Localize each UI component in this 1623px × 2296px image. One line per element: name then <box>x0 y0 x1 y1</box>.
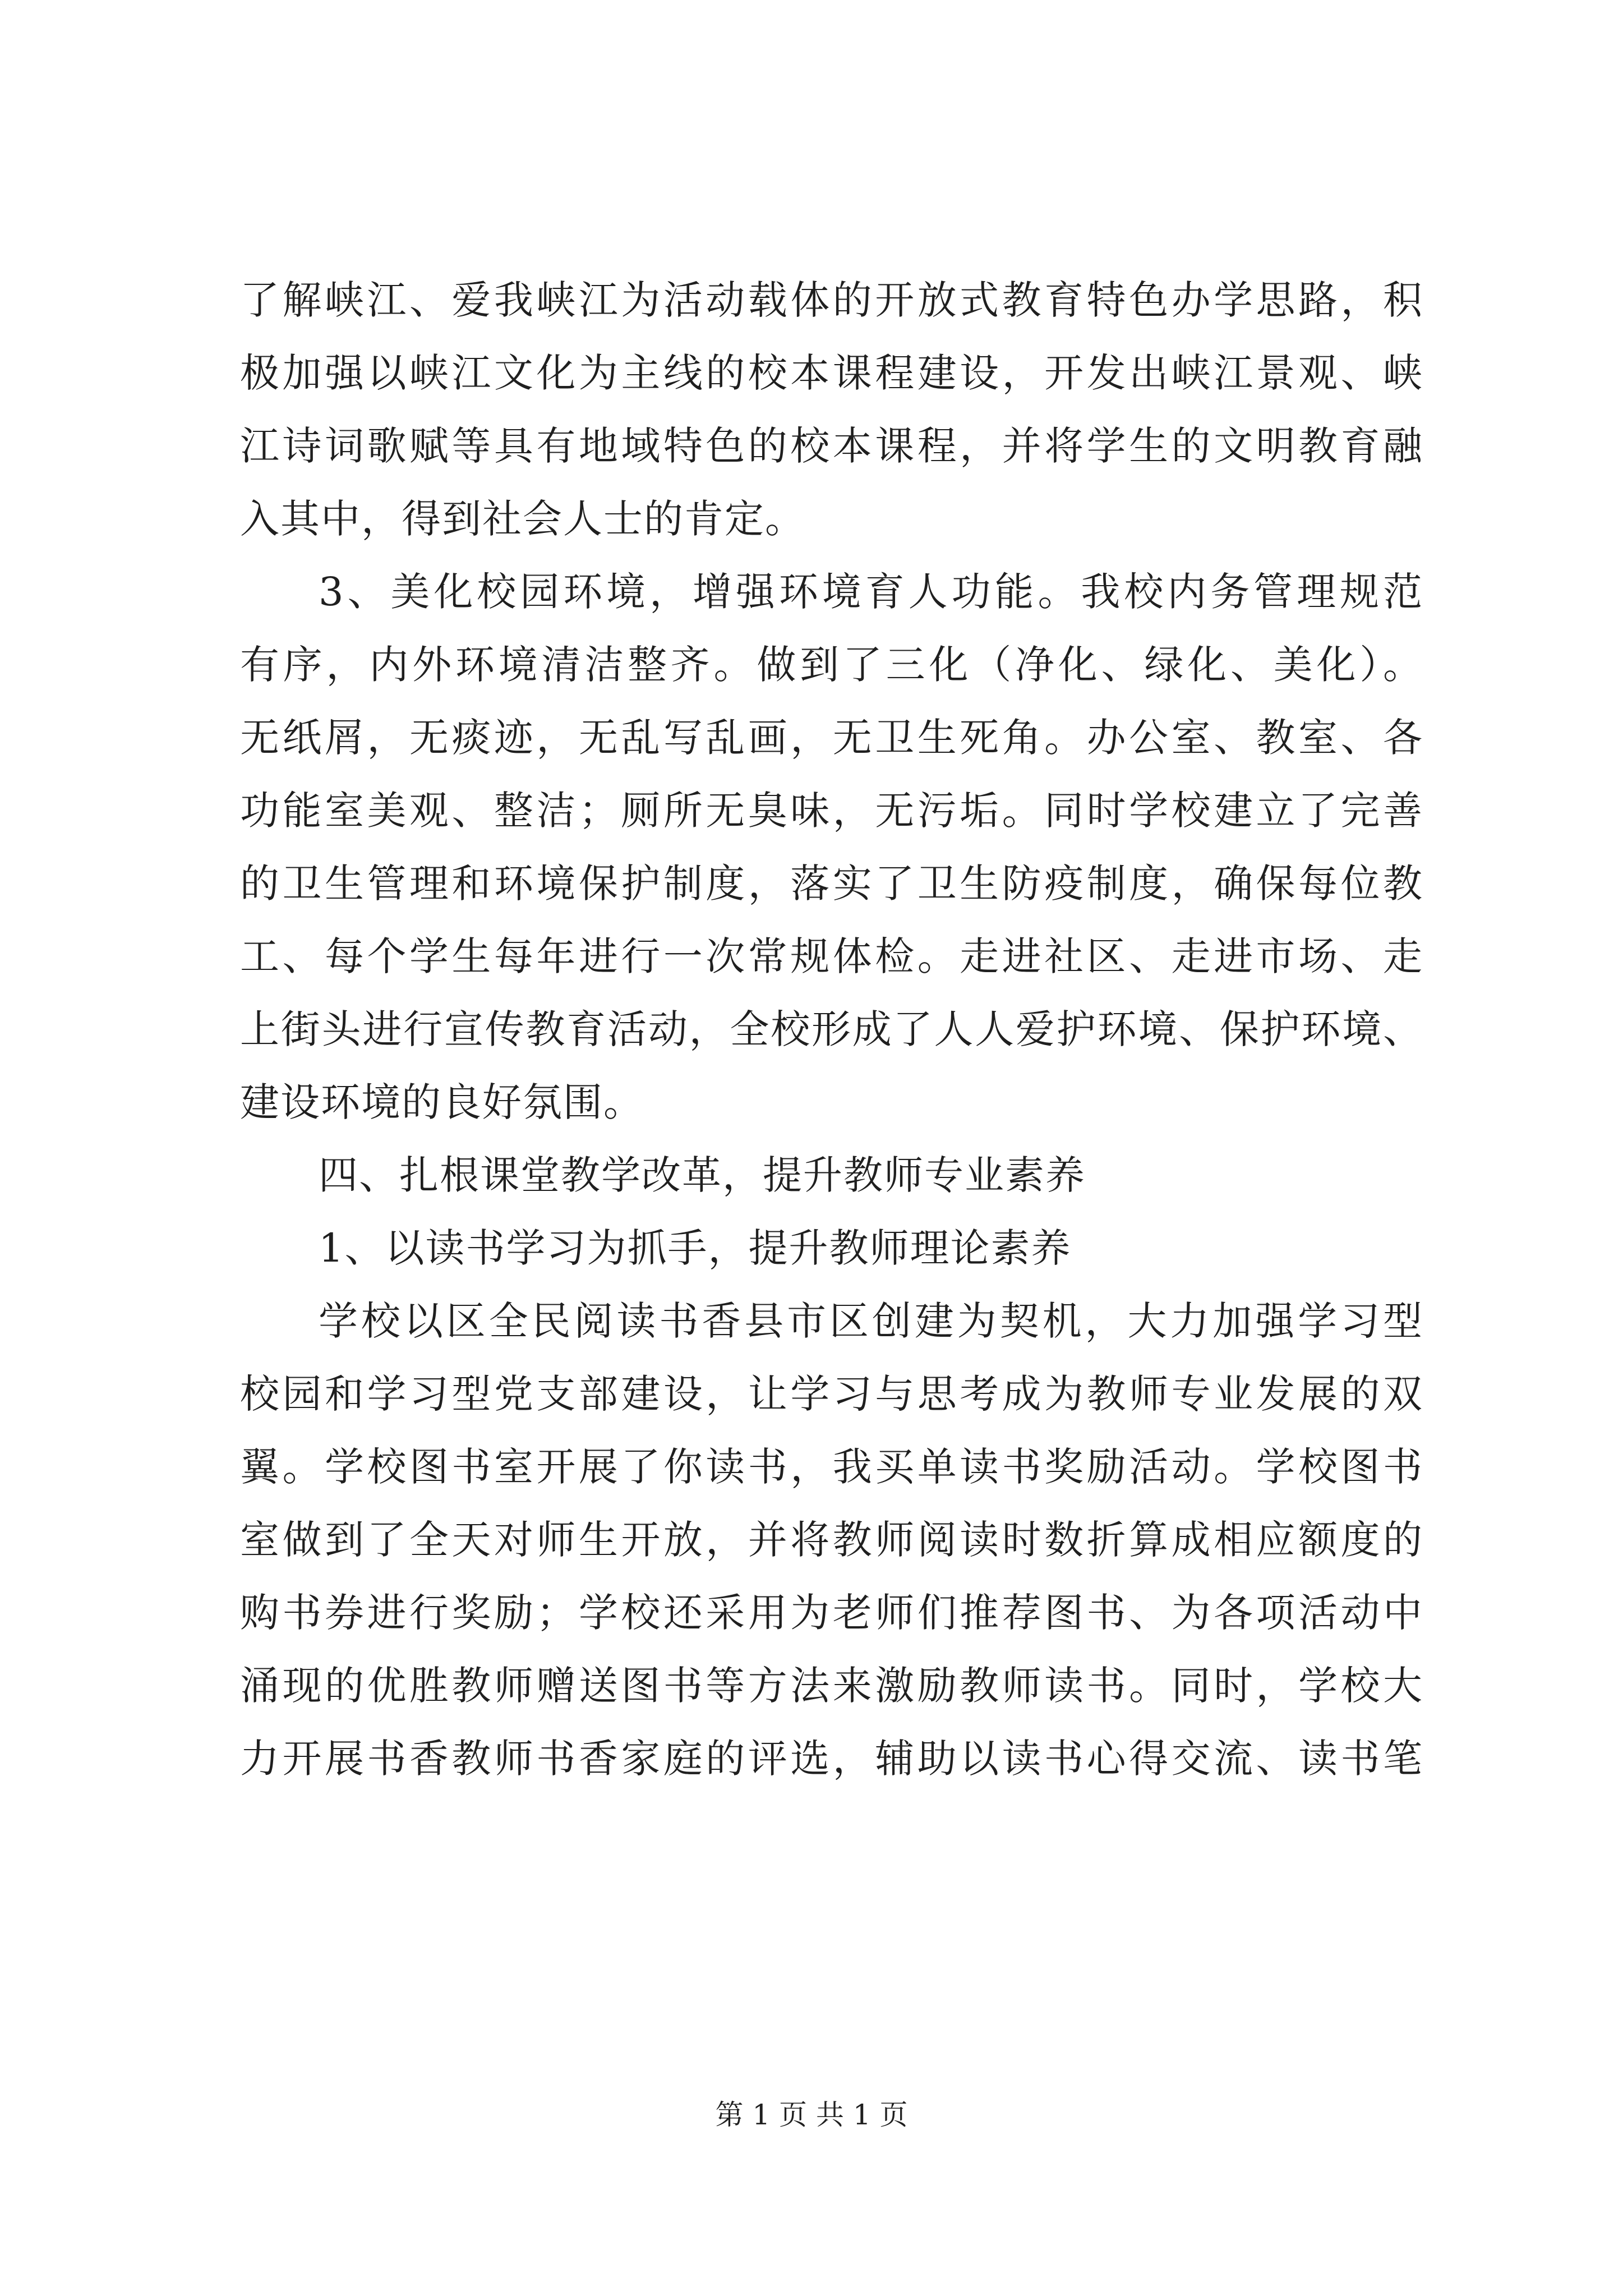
page-number-label: 第 1 页 共 1 页 <box>715 2099 908 2131</box>
text-line: 学校以区全民阅读书香县市区创建为契机，大力加强学习型 <box>319 1298 1423 1344</box>
body-text <box>240 264 1423 1795</box>
text-line: 极加强以峡江文化为主线的校本课程建设，开发出峡江景观、峡 <box>240 350 1423 396</box>
text-line: 有序，内外环境清洁整齐。做到了三化（净化、绿化、美化）。 <box>240 642 1423 688</box>
text-line: 涌现的优胜教师赠送图书等方法来激励教师读书。同时，学校大 <box>240 1663 1423 1709</box>
text-line: 力开展书香教师书香家庭的评选，辅助以读书心得交流、读书笔 <box>240 1736 1423 1782</box>
text-line: 购书券进行奖励；学校还采用为老师们推荐图书、为各项活动中 <box>240 1590 1423 1636</box>
text-line: 校园和学习型党支部建设，让学习与思考成为教师专业发展的双 <box>240 1371 1423 1417</box>
page-footer <box>0 2095 1623 2134</box>
text-line: 入其中，得到社会人士的肯定。 <box>240 496 805 542</box>
text-line: 的卫生管理和环境保护制度，落实了卫生防疫制度，确保每位教 <box>240 861 1423 907</box>
text-line: 建设环境的良好氛围。 <box>240 1079 644 1125</box>
text-line: 3、美化校园环境，增强环境育人功能。我校内务管理规范 <box>319 569 1423 615</box>
text-line: 了解峡江、爱我峡江为活动载体的开放式教育特色办学思路，积 <box>240 277 1423 323</box>
text-line: 翼。学校图书室开展了你读书，我买单读书奖励活动。学校图书 <box>240 1444 1423 1490</box>
text-line: 功能室美观、整洁；厕所无臭味，无污垢。同时学校建立了完善 <box>240 788 1423 834</box>
text-line: 室做到了全天对师生开放，并将教师阅读时数折算成相应额度的 <box>240 1517 1423 1563</box>
text-line: 上街头进行宣传教育活动，全校形成了人人爱护环境、保护环境、 <box>240 1006 1423 1052</box>
text-line: 无纸屑，无痰迹，无乱写乱画，无卫生死角。办公室、教室、各 <box>240 715 1423 761</box>
text-line: 工、每个学生每年进行一次常规体检。走进社区、走进市场、走 <box>240 933 1423 979</box>
text-line: 江诗词歌赋等具有地域特色的校本课程，并将学生的文明教育融 <box>240 423 1423 469</box>
subsection-heading: 1、以读书学习为抓手，提升教师理论素养 <box>319 1225 1072 1271</box>
section-heading: 四、扎根课堂教学改革，提升教师专业素养 <box>319 1152 1086 1198</box>
